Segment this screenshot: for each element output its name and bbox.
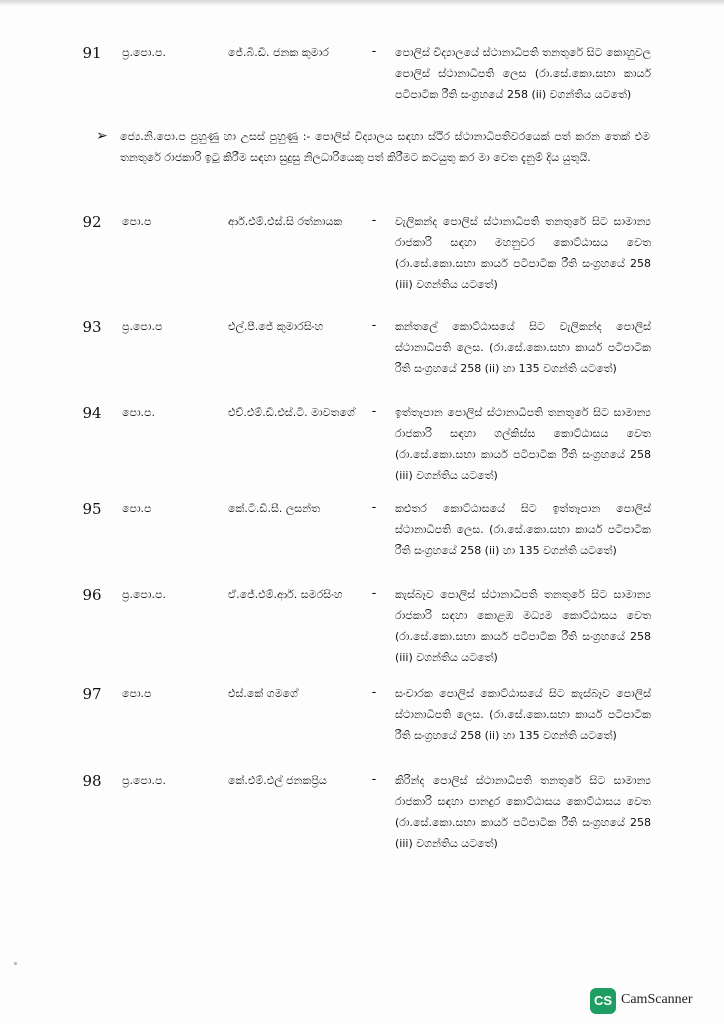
entry-rank: පො.ප. bbox=[122, 406, 155, 419]
entry-rank: පො.ප bbox=[122, 215, 152, 228]
entry-rank: පො.ප bbox=[122, 687, 152, 700]
entry-officer-name: ජේ.බී.ඩී. ජනක කුමාර bbox=[228, 46, 329, 59]
entry-number: 92 bbox=[82, 213, 102, 231]
entry-description: කැස්බෑව පොලිස් ස්ථානාධිපති තනතුරේ සිට සාමාන්‍ය රාජකාරි සඳහා කොළඹ මධ්‍යම කොට්ඨාසය වෙත (රා.සේ.කො.සභා කාර්ය පටිපාටික රීති සංග්‍රහයේ 258 (iii) වගන්තිය යටතේ) bbox=[395, 588, 651, 664]
entry-officer-name: එච්.එම්.ඩී.එස්.ටී. මාවතගේ bbox=[228, 406, 355, 419]
scan-speck bbox=[14, 962, 17, 965]
entry-number: 96 bbox=[82, 586, 102, 604]
camscanner-logo-icon: CS bbox=[590, 988, 616, 1014]
entry-dash: - bbox=[371, 500, 377, 515]
entry-description: කන්තලේ කොට්ඨාසයේ සිට වැලිකන්ද පොලිස් ස්ථානාධිපති ලෙස. (රා.සේ.කො.සභා කාර්ය පටිපාටික රීති සංග්‍රහයේ 258 (ii) හා 135 වගන්ති යටතේ) bbox=[395, 320, 651, 375]
entry-description: කළුතර කොට්ඨාසයේ සිට ඉත්තෑපාන පොලිස් ස්ථානාධිපති ලෙස. (රා.සේ.කො.සභා කාර්ය පටිපාටික රීති සංග්‍රහයේ 258 (ii) හා 135 වගන්ති යටතේ) bbox=[395, 502, 651, 557]
entry-description: සංචාරක පොලිස් කොට්ඨාසයේ සිට කැස්බෑව පොලිස් ස්ථානාධිපති ලෙස. (රා.සේ.කො.සභා කාර්ය පටිපාටික රීති සංග්‍රහයේ 258 (ii) හා 135 වගන්ති යටතේ) bbox=[395, 687, 651, 742]
entry-officer-name: ආර්.එම්.එස්.සි රත්නායක bbox=[228, 215, 343, 228]
entry-dash: - bbox=[371, 44, 377, 59]
entry-dash: - bbox=[371, 772, 377, 787]
entry-description: ඉත්තෑපාන පොලිස් ස්ථානාධිපති තනතුරේ සිට සාමාන්‍ය රාජකාරි සඳහා ගල්කිස්ස කොට්ඨාසය වෙත (රා.සේ.කො.සභා කාර්ය පටිපාටික රීති සංග්‍රහයේ 258 (iii) වගන්තිය යටතේ) bbox=[395, 406, 651, 482]
entry-rank: පො.ප bbox=[122, 502, 152, 515]
entry-description: කිරින්ද පොලිස් ස්ථානාධිපති තනතුරේ සිට සාමාන්‍ය රාජකාරි සඳහා පානදුර කොට්ඨාසය කොට්ඨාසය වෙත (රා.සේ.කො.සභා කාර්ය පටිපාටික රීති සංග්‍රහයේ 258 (iii) වගන්තිය යටතේ) bbox=[395, 774, 651, 850]
entry-officer-name: කේ.ටී.ඩී.සී. ලසන්ත bbox=[228, 502, 321, 515]
entry-description: පොලිස් විද්‍යාලයේ ස්ථානාධිපති තනතුරේ සිට කොහුවල පොලිස් ස්ථානාධිපති ලෙස (රා.සේ.කො.සභා කාර්ය පටිපාටික රීති සංග්‍රහයේ 258 (ii) වගන්තිය යටතේ) bbox=[395, 46, 651, 101]
entry-dash: - bbox=[371, 404, 377, 419]
entry-rank: ප්‍ර.පො.ප. bbox=[122, 46, 166, 59]
entry-dash: - bbox=[371, 318, 377, 333]
entry-number: 97 bbox=[82, 685, 102, 703]
entry-description: වැලිකන්ද පොලිස් ස්ථානාධිපති තනතුරේ සිට සාමාන්‍ය රාජකාරි සඳහා මහනුවර කොට්ඨාසය වෙත (රා.සේ.කො.සභා කාර්ය පටිපාටික රීති සංග්‍රහයේ 258 (iii) වගන්තිය යටතේ) bbox=[395, 215, 651, 291]
entry-officer-name: එස්.කේ ගමගේ bbox=[228, 687, 298, 700]
entry-number: 91 bbox=[82, 44, 102, 62]
entry-dash: - bbox=[371, 586, 377, 601]
entry-officer-name: එල්.පී.ජේ කුමාරසිංහ bbox=[228, 320, 324, 333]
entry-number: 94 bbox=[82, 404, 102, 422]
entry-number: 93 bbox=[82, 318, 102, 336]
entry-rank: ප්‍ර.පො.ප. bbox=[122, 588, 166, 601]
entry-dash: - bbox=[371, 213, 377, 228]
entry-number: 98 bbox=[82, 772, 102, 790]
entry-officer-name: ඒ.ජේ.එම්.ආර්. සමරසිංහ bbox=[228, 588, 343, 601]
camscanner-label: CamScanner bbox=[621, 992, 693, 1007]
entry-rank: ප්‍ර.පො.ප bbox=[122, 320, 163, 333]
entry-dash: - bbox=[371, 685, 377, 700]
instruction-note-text: ජ්‍යෙ.නි.පො.ප පුහුණු හා උසස් පුහුණු :- පොලිස් විද්‍යාලය සඳහා ස්ථිර ස්ථානාධිපතිවරයෙක් පත් කරන තෙක් එම තනතුරේ රාජකාරි ඉටු කිරීම සඳහා සුදුසු නිලධාරියෙකු පත් කිරීමට කටයුතු කර මා වෙත දැනුම් දිය යුතුයි. bbox=[120, 130, 650, 164]
scan-top-edge bbox=[0, 0, 724, 6]
entry-rank: ප්‍ර.පො.ප. bbox=[122, 774, 166, 787]
entry-number: 95 bbox=[82, 500, 102, 518]
camscanner-watermark bbox=[590, 988, 720, 1014]
arrow-bullet-icon: ➢ bbox=[96, 128, 108, 144]
entry-officer-name: කේ.එම්.එල් ජනකප්‍රිය bbox=[228, 774, 327, 787]
